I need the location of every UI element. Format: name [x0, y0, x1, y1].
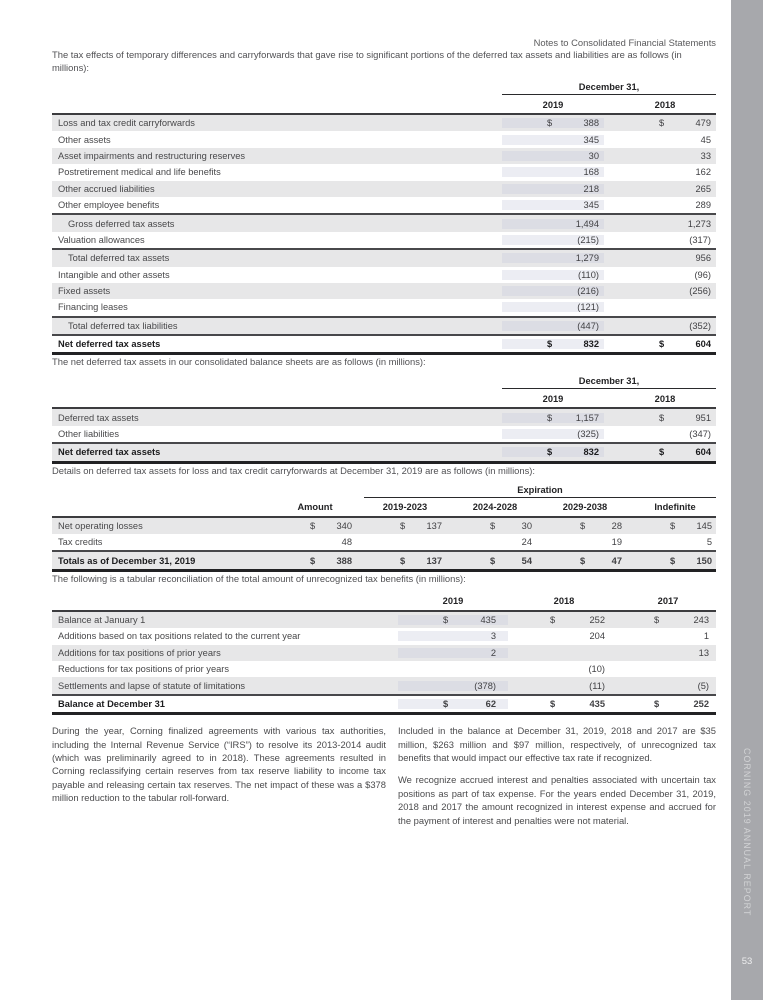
unrecognized-tax-benefits-table	[52, 593, 716, 715]
currency-symbol: $	[310, 520, 316, 531]
cell-value: 30	[521, 520, 532, 531]
table-group-header-row	[52, 82, 716, 95]
row-label: Intangible and other assets	[58, 269, 170, 280]
cell-value: 435	[480, 615, 496, 625]
cell-value: (110)	[577, 269, 599, 280]
currency-symbol: $	[580, 520, 586, 531]
cell-value: (216)	[577, 286, 599, 297]
table-row	[52, 628, 716, 644]
cell-value: 388	[583, 118, 599, 129]
group-header: December 31,	[502, 82, 716, 95]
intro-paragraph-4: The following is a tabular reconciliation of the total amount of unrecognized tax benefits (in millions):	[52, 572, 466, 584]
right-text-column	[398, 724, 716, 827]
group-header: Expiration	[364, 485, 716, 498]
table-row	[52, 232, 716, 248]
cell-value: 218	[583, 183, 599, 194]
cell-value: 265	[695, 183, 711, 194]
cell-value: 48	[341, 537, 352, 548]
row-label: Gross deferred tax assets	[68, 218, 175, 229]
cell-value: (352)	[689, 320, 711, 331]
cell-2018	[614, 219, 716, 229]
cell-value: 604	[695, 447, 711, 458]
table-column-header-row	[52, 499, 716, 518]
currency-symbol: $	[654, 615, 660, 625]
cell-2019	[398, 681, 508, 691]
cell-value: 604	[695, 339, 711, 350]
row-label: Other employee benefits	[58, 200, 160, 211]
currency-symbol: $	[490, 520, 496, 531]
year-header-2018: 2018	[654, 393, 676, 404]
cell-2018	[614, 167, 716, 177]
table-row	[52, 534, 716, 550]
cell-value: 479	[695, 118, 711, 129]
cell-2018	[614, 235, 716, 245]
cell-2019	[502, 135, 604, 145]
deferred-tax-table	[52, 82, 716, 355]
cell-2029-2038	[544, 521, 626, 531]
cell-value: (11)	[589, 680, 605, 691]
table-total-row	[52, 334, 716, 355]
currency-symbol: $	[550, 698, 556, 709]
net-deferred-tax-table	[52, 376, 716, 463]
cell-value: 47	[611, 555, 622, 566]
table-row	[52, 148, 716, 164]
body-paragraph: Included in the balance at December 31, 2019, 2018 and 2017 are $35 million, $263 million and $97 million, respectively, of unrecognized tax benefits that would impact our effective tax rate if recognized.	[398, 725, 716, 763]
table-year-header-row	[52, 390, 716, 409]
row-label: Financing leases	[58, 302, 128, 313]
cell-2019	[502, 321, 604, 331]
cell-2018	[516, 631, 612, 641]
cell-2019	[502, 184, 604, 194]
cell-value: 3	[490, 631, 496, 642]
row-label: Net deferred tax assets	[58, 339, 161, 350]
page-number: 53	[741, 956, 753, 967]
cell-value: 62	[485, 698, 496, 709]
currency-symbol: $	[547, 412, 553, 423]
currency-symbol: $	[550, 615, 556, 625]
row-label: Valuation allowances	[58, 234, 145, 245]
row-label: Tax credits	[58, 537, 103, 548]
cell-value: 252	[693, 698, 709, 709]
col-header-2029-2038: 2029-2038	[562, 502, 608, 513]
cell-value: 19	[611, 537, 622, 548]
table-row	[52, 612, 716, 628]
cell-2019	[502, 339, 604, 349]
cell-2019	[502, 118, 604, 128]
cell-value: 33	[700, 150, 711, 161]
cell-2018	[614, 151, 716, 161]
cell-2019	[502, 167, 604, 177]
cell-indefinite	[634, 521, 716, 531]
cell-2019-2023	[364, 556, 446, 566]
body-paragraph: We recognize accrued interest and penalties associated with uncertain tax positions as part of tax expense. For the years ended December 31, 2019, 2018 and 2017 the amount recognized in interest expense and accrued for the payment of interest and penalties were not material.	[398, 774, 716, 826]
row-label: Other assets	[58, 134, 111, 145]
cell-amount	[274, 556, 356, 566]
cell-2019	[398, 631, 508, 641]
row-label: Balance at December 31	[58, 698, 165, 709]
cell-value: 289	[695, 200, 711, 211]
cell-value: 956	[695, 253, 711, 264]
currency-symbol: $	[670, 520, 676, 531]
cell-value: 243	[693, 615, 709, 625]
cell-2019-2023	[364, 521, 446, 531]
row-label: Additions for tax positions of prior years	[58, 647, 221, 658]
table-row	[52, 645, 716, 661]
cell-2018	[614, 184, 716, 194]
cell-2019	[502, 429, 604, 439]
cell-value: (5)	[697, 680, 709, 691]
cell-value: 24	[521, 537, 532, 548]
cell-value: 13	[698, 647, 709, 658]
cell-2018	[614, 270, 716, 280]
cell-2019	[502, 286, 604, 296]
cell-2018	[614, 253, 716, 263]
cell-amount	[274, 537, 356, 547]
table-row	[52, 409, 716, 425]
cell-2024-2028	[454, 521, 536, 531]
cell-2019	[502, 151, 604, 161]
intro-paragraph-1: The tax effects of temporary differences and carryforwards that gave rise to significant portions of the deferred tax assets and liabilities are as follows (in millions):	[52, 49, 682, 73]
cell-value: (347)	[689, 429, 711, 440]
row-label: Additions based on tax positions related to the current year	[58, 631, 301, 642]
cell-2017	[620, 699, 716, 709]
cell-value: 162	[695, 167, 711, 178]
cell-value: 252	[589, 615, 605, 625]
cell-value: 435	[589, 698, 605, 709]
table-row	[52, 661, 716, 677]
table-row	[52, 426, 716, 442]
left-text-column	[52, 724, 386, 827]
currency-symbol: $	[659, 118, 665, 129]
cell-2024-2028	[454, 537, 536, 547]
cell-value: (96)	[694, 269, 711, 280]
intro-paragraph-2: The net deferred tax assets in our consolidated balance sheets are as follows (in millions):	[52, 356, 426, 368]
cell-2019	[502, 302, 604, 312]
cell-2019	[502, 270, 604, 280]
currency-symbol: $	[580, 555, 586, 566]
cell-value: 5	[706, 537, 712, 548]
cell-2019	[398, 648, 508, 658]
currency-symbol: $	[310, 555, 316, 566]
table-total-row	[52, 442, 716, 463]
row-label: Fixed assets	[58, 286, 111, 297]
cell-2018	[614, 135, 716, 145]
table-row	[52, 677, 716, 693]
group-header: December 31,	[502, 376, 716, 389]
cell-2029-2038	[544, 537, 626, 547]
cell-2029-2038	[544, 556, 626, 566]
cell-2018	[614, 321, 716, 331]
cell-value: 45	[700, 134, 711, 145]
cell-2019	[502, 235, 604, 245]
cell-value: 1,273	[687, 218, 711, 229]
table-group-header-row	[52, 376, 716, 389]
cell-2019	[502, 447, 604, 457]
cell-2017	[620, 615, 716, 625]
table-row	[52, 164, 716, 180]
carryforward-expiration-table	[52, 485, 716, 572]
cell-value: 388	[336, 555, 352, 566]
cell-value: 340	[336, 520, 352, 531]
intro-paragraph-3: Details on deferred tax assets for loss and tax credit carryforwards at December 31, 2019 are as follows (in millions):	[52, 464, 536, 476]
cell-2024-2028	[454, 556, 536, 566]
sidebar-vertical-title: CORNING 2019 ANNUAL REPORT	[742, 748, 752, 917]
cell-value: 145	[696, 520, 712, 531]
table-row	[52, 131, 716, 147]
currency-symbol: $	[659, 447, 665, 458]
row-label: Balance at January 1	[58, 615, 146, 625]
col-header-amount: Amount	[297, 502, 333, 513]
cell-value: 1,494	[575, 218, 599, 229]
currency-symbol: $	[547, 118, 553, 129]
row-label: Settlements and lapse of statute of limitations	[58, 680, 246, 691]
currency-symbol: $	[654, 698, 660, 709]
cell-2018	[516, 699, 612, 709]
row-label: Deferred tax assets	[58, 412, 139, 423]
cell-value: 2	[490, 647, 496, 658]
cell-2018	[614, 286, 716, 296]
cell-value: 345	[583, 134, 599, 145]
cell-2018	[614, 200, 716, 210]
currency-symbol: $	[659, 339, 665, 350]
cell-value: 168	[583, 167, 599, 178]
cell-value: (121)	[577, 302, 599, 313]
cell-2018	[516, 615, 612, 625]
cell-2019	[502, 200, 604, 210]
cell-2019	[398, 699, 508, 709]
cell-value: (447)	[577, 320, 599, 331]
table-row	[52, 115, 716, 131]
cell-2018	[614, 339, 716, 349]
currency-symbol: $	[443, 698, 449, 709]
cell-2018	[614, 413, 716, 423]
cell-value: (215)	[577, 234, 599, 245]
cell-2018	[516, 664, 612, 674]
table-total-row	[52, 694, 716, 715]
table-subtotal-row	[52, 213, 716, 231]
cell-2018	[614, 447, 716, 457]
currency-symbol: $	[547, 339, 553, 350]
page-title: Notes to Consolidated Financial Statements	[533, 37, 716, 48]
currency-symbol: $	[547, 447, 553, 458]
body-paragraph: During the year, Corning finalized agreements with various tax authorities, including the Internal Revenue Service (“IRS”) to resolve its 2013-2014 audit (which was preliminarily agreed to in 2018). These agreements resulted in Corning reclassifying certain reserves from tax reserve liability to income tax payable and releasing certain tax reserves. The net impact of these was a $378 million reduction to the tabular roll-forward.	[52, 725, 386, 804]
cell-2017	[620, 648, 716, 658]
cell-value: 832	[583, 339, 599, 350]
row-label: Postretirement medical and life benefits	[58, 167, 221, 178]
cell-2018	[516, 681, 612, 691]
row-label: Asset impairments and restructuring reserves	[58, 150, 246, 161]
col-header-indefinite: Indefinite	[654, 502, 696, 513]
col-header-2019-2023: 2019-2023	[382, 502, 428, 513]
cell-2019	[502, 253, 604, 263]
table-row	[52, 518, 716, 534]
page-content	[52, 0, 716, 827]
table-row	[52, 283, 716, 299]
cell-value: 30	[588, 150, 599, 161]
cell-value: 137	[426, 555, 442, 566]
cell-2017	[620, 631, 716, 641]
cell-2018	[614, 118, 716, 128]
cell-value: (317)	[689, 234, 711, 245]
cell-value: 345	[583, 200, 599, 211]
table-row	[52, 267, 716, 283]
table-row	[52, 181, 716, 197]
year-header-2018: 2018	[553, 596, 575, 607]
cell-value: 137	[426, 520, 442, 531]
currency-symbol: $	[670, 555, 676, 566]
cell-2018	[614, 429, 716, 439]
currency-symbol: $	[443, 615, 449, 625]
year-header-2018: 2018	[654, 99, 676, 110]
table-row	[52, 299, 716, 315]
cell-value: (10)	[588, 664, 605, 675]
year-header-2019: 2019	[542, 393, 564, 404]
cell-2019	[398, 615, 508, 625]
table-group-header-row	[52, 485, 716, 498]
cell-indefinite	[634, 556, 716, 566]
row-label: Reductions for tax positions of prior years	[58, 664, 230, 675]
cell-value: 54	[521, 555, 532, 566]
table-row	[52, 197, 716, 213]
currency-symbol: $	[400, 555, 406, 566]
cell-2017	[620, 681, 716, 691]
bottom-text-columns	[52, 724, 716, 827]
table-total-row	[52, 550, 716, 571]
cell-2019	[502, 219, 604, 229]
row-label: Other liabilities	[58, 429, 119, 440]
cell-value: (378)	[474, 680, 496, 691]
row-label: Totals as of December 31, 2019	[58, 555, 196, 566]
cell-indefinite	[634, 537, 716, 547]
cell-2019	[502, 413, 604, 423]
cell-value: 204	[589, 631, 605, 642]
year-header-2019: 2019	[542, 99, 564, 110]
table-subtotal-row	[52, 316, 716, 334]
row-label: Total deferred tax liabilities	[68, 320, 178, 331]
row-label: Total deferred tax assets	[68, 253, 170, 264]
currency-symbol: $	[400, 520, 406, 531]
currency-symbol: $	[659, 412, 665, 423]
cell-value: 28	[611, 520, 622, 531]
cell-value: 1	[703, 631, 709, 642]
table-year-header-row	[52, 593, 716, 612]
row-label: Loss and tax credit carryforwards	[58, 118, 195, 129]
table-year-header-row	[52, 96, 716, 115]
cell-value: (256)	[689, 286, 711, 297]
row-label: Net operating losses	[58, 520, 143, 531]
cell-value: 1,157	[575, 412, 599, 423]
cell-value: 1,279	[575, 253, 599, 264]
cell-value: 832	[583, 447, 599, 458]
cell-value: 150	[696, 555, 712, 566]
sidebar-strip	[731, 0, 763, 1000]
year-header-2017: 2017	[657, 596, 679, 607]
cell-value: (325)	[577, 429, 599, 440]
row-label: Net deferred tax assets	[58, 447, 161, 458]
cell-amount	[274, 521, 356, 531]
row-label: Other accrued liabilities	[58, 183, 155, 194]
currency-symbol: $	[490, 555, 496, 566]
col-header-2024-2028: 2024-2028	[472, 502, 518, 513]
cell-value: 951	[695, 412, 711, 423]
table-subtotal-row	[52, 248, 716, 266]
year-header-2019: 2019	[442, 596, 464, 607]
